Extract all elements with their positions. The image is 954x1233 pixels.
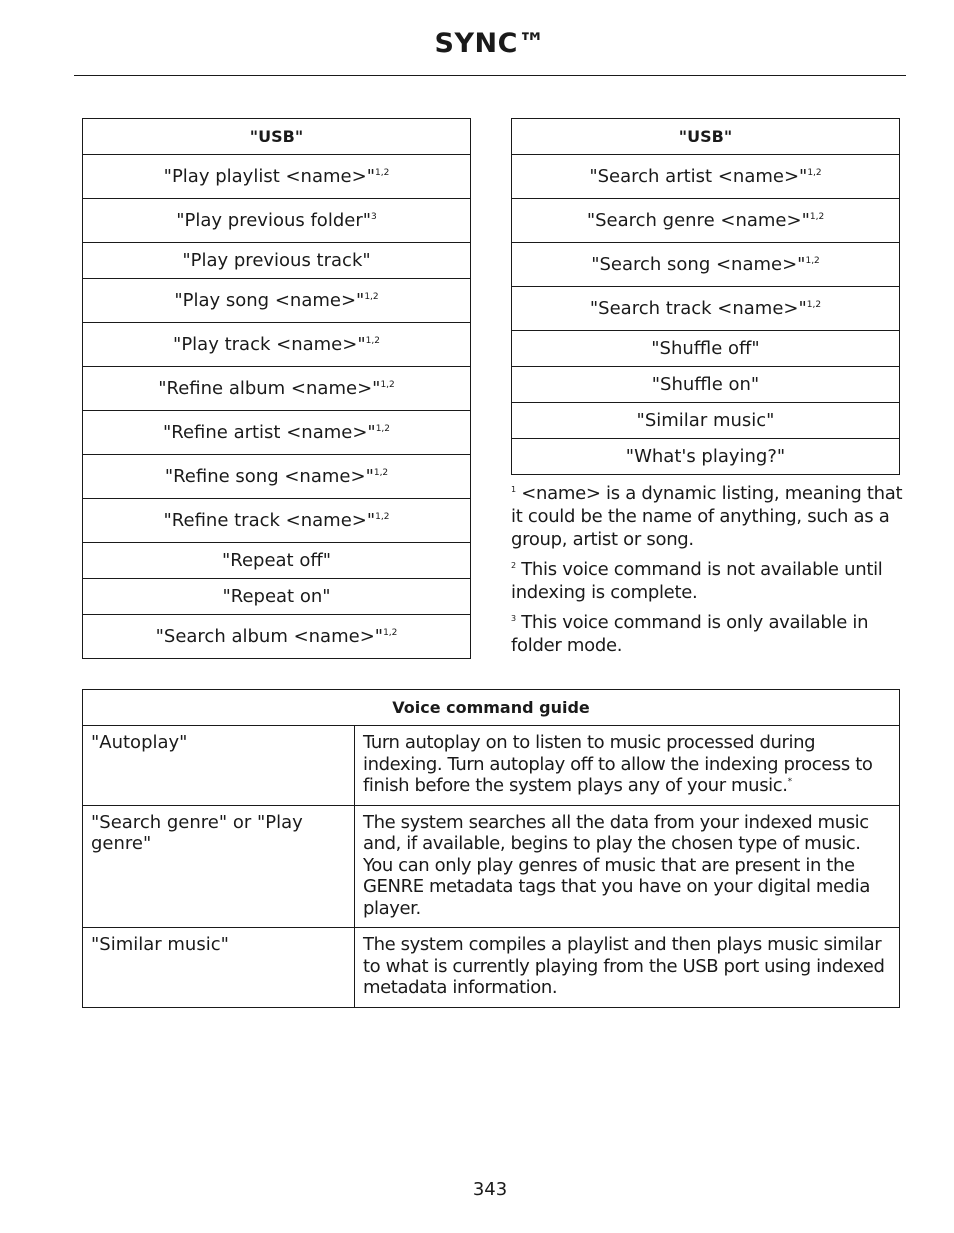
table-row — [83, 455, 471, 499]
table-cell — [83, 543, 471, 579]
footnote-mark: 1,2 — [365, 336, 380, 346]
footnote-mark: 1,2 — [805, 256, 820, 266]
table-cell — [512, 243, 900, 287]
command-text: "Repeat on" — [222, 586, 331, 607]
table-row — [83, 499, 471, 543]
footnote-mark: 1,2 — [373, 468, 389, 478]
table-row — [512, 439, 900, 475]
table-row — [83, 279, 471, 323]
voice-command-guide-table — [82, 689, 900, 1008]
table-cell — [83, 155, 471, 199]
table-row — [83, 615, 471, 659]
table-row — [83, 928, 900, 1008]
table-row — [83, 805, 900, 928]
table-cell — [512, 287, 900, 331]
description-text: Turn autoplay on to listen to music processed during indexing. Turn autoplay off to allow the indexing process to finish before the system plays any of your music. — [363, 732, 873, 796]
footnote-mark: 1,2 — [809, 212, 825, 222]
command-text: "Repeat off" — [221, 550, 332, 571]
command-text: "Play playlist <name>" — [163, 166, 375, 187]
command-text: "Play song <name>" — [174, 290, 365, 311]
footnote-mark: 1,2 — [380, 380, 395, 390]
footnote-text: This voice command is not available until indexing is complete. — [511, 559, 883, 603]
description-cell: The system searches all the data from your indexed music and, if available, begins to play the chosen type of music. You can only play genres of music that are present in the GENRE metadata tags that you have on your digital media player. — [355, 805, 900, 928]
table-header-row — [512, 119, 900, 155]
command-text: "Search track <name>" — [589, 298, 807, 319]
table-cell — [83, 579, 471, 615]
footnote-mark: 3 — [511, 614, 516, 623]
table-row — [83, 579, 471, 615]
table-cell — [512, 155, 900, 199]
footnote-mark: 1,2 — [375, 512, 390, 522]
table-cell — [83, 615, 471, 659]
command-text: "Shuffle on" — [651, 374, 760, 395]
command-cell: "Search genre" or "Play genre" — [83, 805, 355, 928]
table-row — [83, 411, 471, 455]
table-row — [512, 403, 900, 439]
footnote-mark: * — [787, 777, 792, 787]
table-row — [512, 331, 900, 367]
command-text: "Refine artist <name>" — [162, 422, 376, 443]
page-number: 343 — [472, 1179, 508, 1200]
table-row — [83, 543, 471, 579]
table-header-row — [83, 690, 900, 726]
command-text: "Play previous folder" — [176, 210, 371, 231]
footnote-mark: 1,2 — [807, 168, 822, 178]
command-text: "Play track <name>" — [173, 334, 366, 355]
table-header: "USB" — [512, 119, 900, 155]
table-row — [83, 726, 900, 806]
table-header: "USB" — [83, 119, 471, 155]
page-title: SYNC™ — [434, 28, 546, 59]
table-row — [512, 287, 900, 331]
table-cell — [83, 499, 471, 543]
footnote-mark: 1,2 — [374, 168, 390, 178]
table-cell — [83, 199, 471, 243]
table-cell — [512, 331, 900, 367]
table-row — [512, 155, 900, 199]
table-row — [83, 367, 471, 411]
footnotes — [511, 482, 903, 664]
command-text: "Refine album <name>" — [158, 378, 381, 399]
table-cell — [83, 279, 471, 323]
description-cell — [355, 726, 900, 806]
usb-commands-table-left — [82, 118, 471, 659]
table-title: Voice command guide — [83, 690, 900, 726]
command-cell: "Autoplay" — [83, 726, 355, 806]
table-header-row — [83, 119, 471, 155]
footnote-mark: 1,2 — [806, 300, 822, 310]
title-divider — [74, 75, 906, 76]
footnote-mark: 1,2 — [375, 424, 391, 434]
table-row — [512, 243, 900, 287]
table-row — [83, 323, 471, 367]
usb-commands-table-right — [511, 118, 900, 475]
command-cell: "Similar music" — [83, 928, 355, 1008]
footnote-mark: 1,2 — [383, 628, 398, 638]
table-cell — [512, 403, 900, 439]
command-text: "Refine track <name>" — [163, 510, 376, 531]
table-cell — [83, 323, 471, 367]
command-text: "Search album <name>" — [155, 626, 384, 647]
command-text: "Search genre <name>" — [586, 210, 810, 231]
description-cell: The system compiles a playlist and then plays music similar to what is currently playing from the USB port using indexed metadata information. — [355, 928, 900, 1008]
table-row — [512, 199, 900, 243]
table-cell — [83, 243, 471, 279]
table-cell — [83, 455, 471, 499]
command-text: "Play previous track" — [182, 250, 371, 271]
table-row — [512, 367, 900, 403]
command-text: "What's playing?" — [625, 446, 786, 467]
footnote — [511, 611, 903, 657]
command-text: "Search song <name>" — [591, 254, 806, 275]
command-text: "Shuffle off" — [651, 338, 760, 359]
footnote — [511, 558, 903, 604]
table-cell — [512, 439, 900, 475]
command-text: "Search artist <name>" — [589, 166, 808, 187]
footnote — [511, 482, 903, 551]
table-row — [83, 243, 471, 279]
table-cell — [512, 367, 900, 403]
footnote-text: This voice command is only available in folder mode. — [511, 612, 869, 656]
footnote-mark: 1,2 — [364, 292, 379, 302]
table-row — [83, 155, 471, 199]
table-row — [83, 199, 471, 243]
footnote-mark: 2 — [511, 561, 516, 570]
command-text: "Similar music" — [636, 410, 775, 431]
table-cell — [83, 411, 471, 455]
footnote-mark: 3 — [371, 212, 377, 222]
footnote-mark: 1 — [511, 485, 516, 494]
command-text: "Refine song <name>" — [164, 466, 374, 487]
table-cell — [512, 199, 900, 243]
table-cell — [83, 367, 471, 411]
footnote-text: <name> is a dynamic listing, meaning that it could be the name of anything, such as a group, artist or song. — [511, 483, 903, 550]
